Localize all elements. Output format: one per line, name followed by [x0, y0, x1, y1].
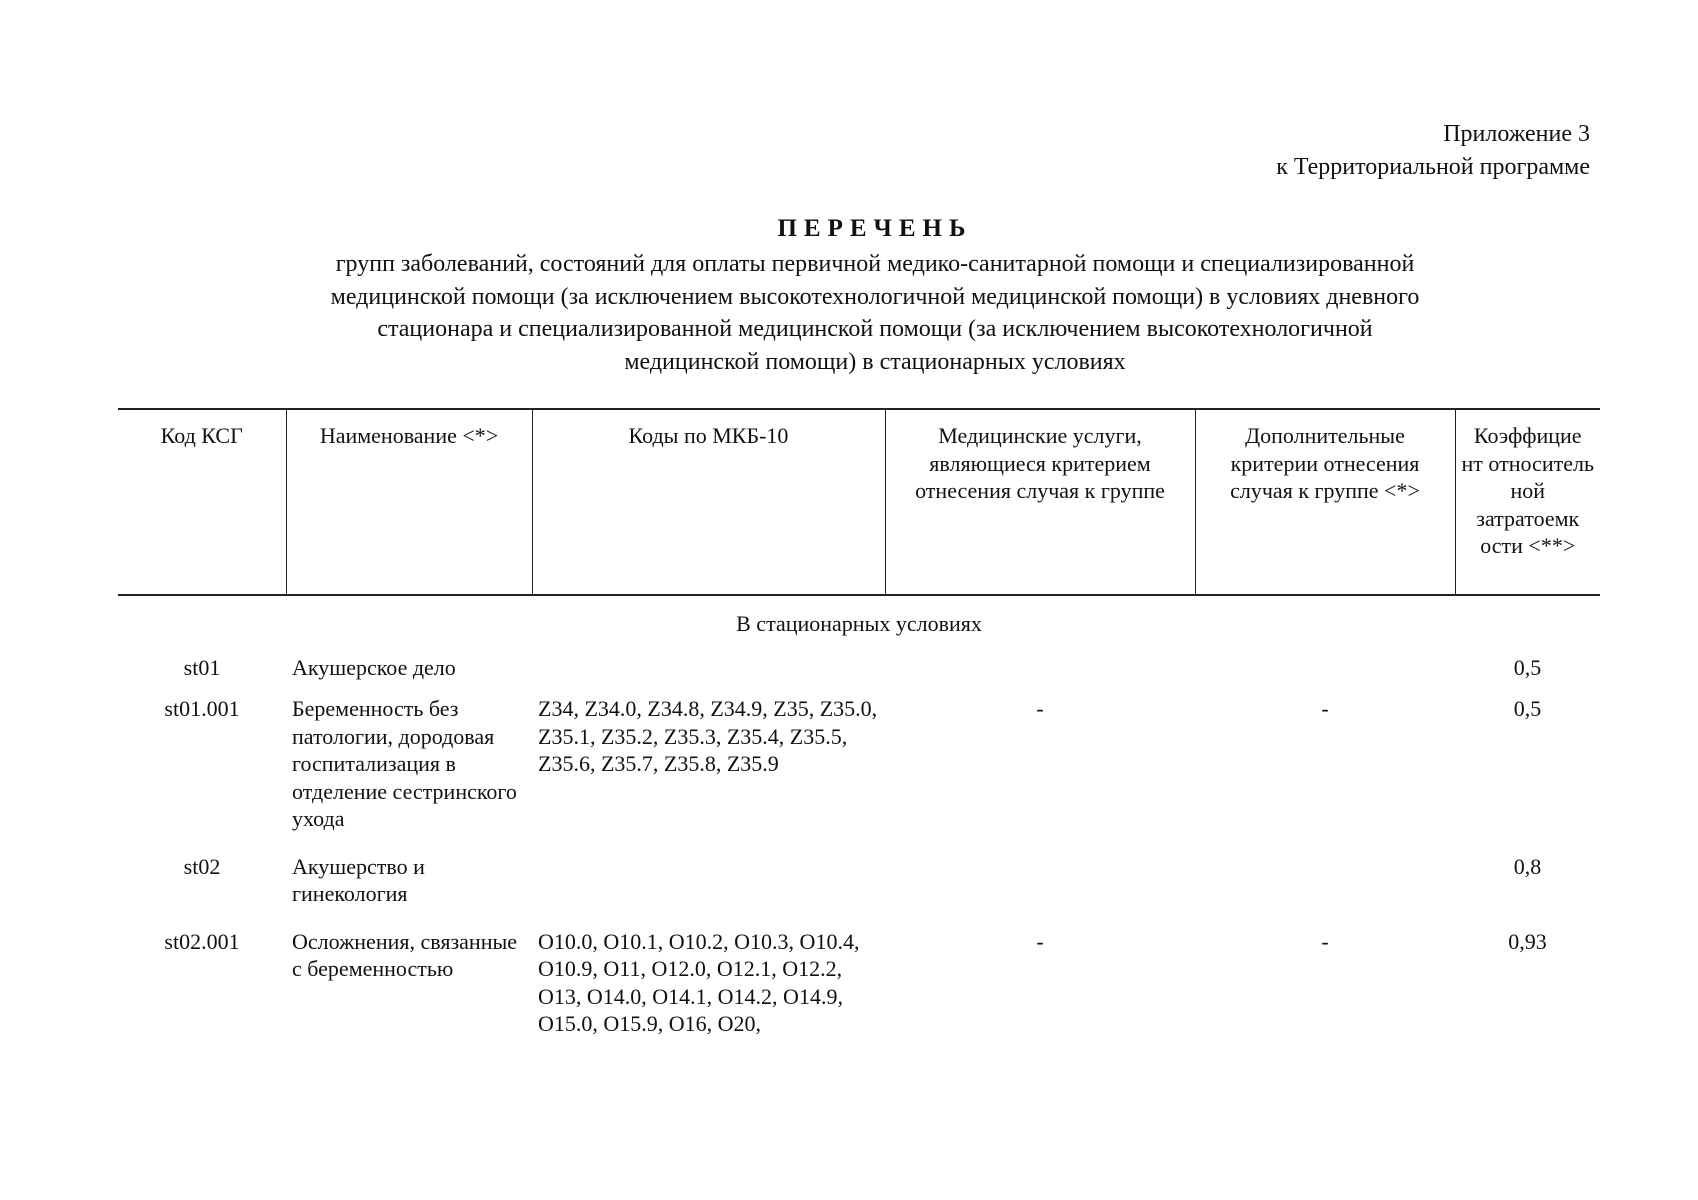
row-mkb: O10.0, O10.1, O10.2, O10.3, O10.4, O10.9, O11, O12.0, O12.1, O12.2, O13, O14.0, O14.1, O14.2, O14.9, O15.0, O15.9, O16, O20,: [538, 928, 860, 1036]
row-services: [885, 853, 1195, 928]
row-criteria: [1195, 646, 1455, 696]
row-code: st02.001: [164, 928, 240, 954]
row-services: -: [1036, 928, 1044, 954]
row-mkb: [532, 853, 885, 928]
row-name: Беременность без патологии, дородовая госпитализация в отделение сестринского ухода: [292, 696, 517, 831]
ksg-table: [118, 408, 1600, 1046]
table-row: [118, 928, 1600, 1046]
document-subtitle: [200, 248, 1550, 378]
row-coefficient: 0,5: [1513, 696, 1542, 721]
table-header-row: [118, 409, 1600, 595]
row-code: st01: [183, 654, 221, 680]
row-code: st02: [183, 853, 221, 879]
appendix-line-2: к Территориальной программе: [1276, 154, 1590, 180]
section-row: [118, 595, 1600, 646]
row-coefficient: 0,8: [1513, 853, 1542, 879]
header-mkb-codes: Коды по МКБ-10: [532, 409, 885, 595]
table-row: [118, 695, 1600, 853]
subtitle-line: групп заболеваний, состояний для оплаты первичной медико-санитарной помощи и специализированной: [335, 251, 1415, 277]
row-name: Осложнения, связанные с беременностью: [292, 928, 518, 981]
row-criteria: -: [1321, 696, 1329, 721]
table-row: [118, 646, 1600, 696]
document-title: ПЕРЕЧЕНЬ: [777, 215, 973, 242]
header-name: Наименование <*>: [286, 409, 532, 595]
row-mkb: [532, 646, 885, 696]
subtitle-line: медицинской помощи) в стационарных условиях: [624, 348, 1126, 375]
appendix-note: [1276, 118, 1590, 184]
subtitle-line: стационара и специализированной медицинской помощи (за исключением высокотехнологичной: [377, 316, 1373, 342]
row-coefficient: 0,93: [1508, 928, 1547, 954]
row-name: Акушерство и гинекология: [292, 853, 425, 906]
row-criteria: -: [1321, 928, 1329, 954]
row-services: -: [1036, 696, 1044, 721]
header-ksg-code: Код КСГ: [118, 409, 286, 595]
row-name: Акушерское дело: [292, 654, 456, 680]
row-criteria: [1195, 853, 1455, 928]
appendix-line-1: Приложение 3: [1443, 121, 1590, 147]
row-services: [885, 646, 1195, 696]
header-additional-criteria: Дополнительные критерии отнесения случая к группе <*>: [1195, 409, 1455, 595]
row-coefficient: 0,5: [1513, 654, 1542, 680]
table-row: [118, 853, 1600, 928]
row-mkb: Z34, Z34.0, Z34.8, Z34.9, Z35, Z35.0, Z35.1, Z35.2, Z35.3, Z35.4, Z35.5, Z35.6, Z35.7, Z35.8, Z35.9: [538, 696, 878, 776]
header-medical-services: Медицинские услуги, являющиеся критерием отнесения случая к группе: [885, 409, 1195, 595]
header-cost-coefficient: Коэффицие нт относитель ной затратоемк ости <**>: [1455, 409, 1600, 595]
section-label: В стационарных условиях: [736, 611, 982, 636]
row-code: st01.001: [164, 696, 240, 721]
subtitle-line: медицинской помощи (за исключением высокотехнологичной медицинской помощи) в условиях дневного: [330, 283, 1420, 310]
